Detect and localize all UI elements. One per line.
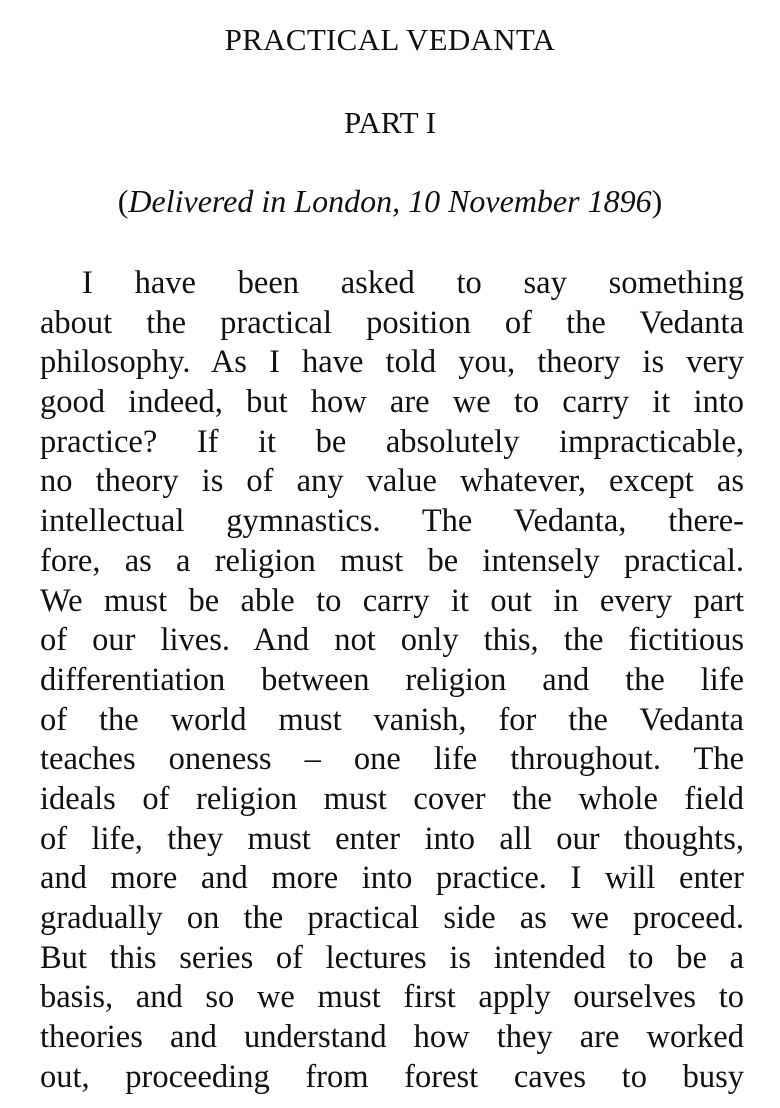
text-line: and more and more into practice. I will enter [40, 860, 744, 897]
text-line: theories and understand how they are worked [40, 1019, 744, 1056]
close-paren: ) [651, 183, 663, 219]
text-line: ideals of religion must cover the whole field [40, 780, 744, 817]
text-line: basis, and so we must first apply ourselves to [40, 979, 744, 1016]
text-line: differentiation between religion and the life [40, 661, 744, 698]
text-line: teaches oneness – one life throughout. The [40, 741, 744, 778]
text-line: good indeed, but how are we to carry it into [40, 384, 744, 421]
text-line: I have been asked to say something [82, 265, 744, 301]
text-line: practice? If it be absolutely impracticable, [40, 423, 744, 460]
text-line: gradually on the practical side as we proceed. [40, 900, 744, 936]
delivered-text: Delivered in London, 10 November 1896 [128, 183, 652, 219]
text-line: of life, they must enter into all our thoughts, [40, 820, 744, 857]
text-line: out, proceeding from forest caves to busy [40, 1058, 744, 1095]
text-line: of the world must vanish, for the Vedanta [40, 701, 744, 738]
text-line: no theory is of any value whatever, except as [40, 463, 744, 500]
body-paragraph [40, 264, 744, 1097]
text-line: philosophy. As I have told you, theory is very [40, 344, 744, 381]
text-line: fore, as a religion must be intensely practical. [40, 542, 744, 579]
text-line: We must be able to carry it out in every part [40, 582, 744, 619]
open-paren: ( [117, 183, 129, 219]
page-title: PRACTICAL VEDANTA [224, 22, 556, 57]
text-line: But this series of lectures is intended to be a [40, 939, 744, 976]
text-line: of our lives. And not only this, the fictitious [40, 622, 744, 659]
text-line: intellectual gymnastics. The Vedanta, there- [40, 503, 744, 540]
text-line: about the practical position of the Vedanta [40, 304, 744, 341]
part-heading: PART I [343, 105, 437, 140]
lecture-date-subtitle [0, 183, 780, 220]
